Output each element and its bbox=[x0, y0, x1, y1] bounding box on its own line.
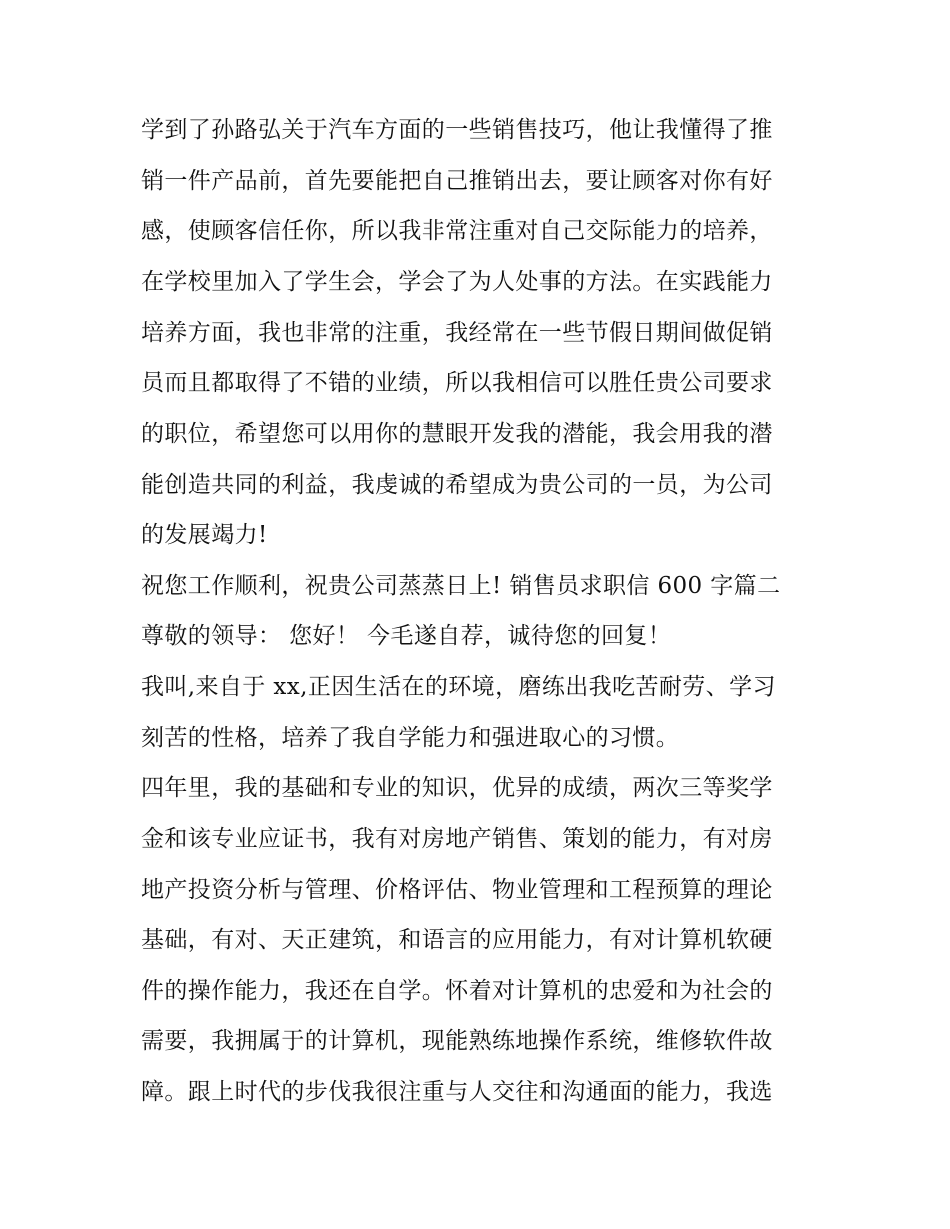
text-line: 祝您工作顺利，祝贵公司蒸蒸日上! 销售员求职信 600 字篇二 bbox=[141, 573, 781, 599]
text-line: 员而且都取得了不错的业绩，所以我相信可以胜任贵公司要求 bbox=[141, 370, 773, 396]
text-line: 刻苦的性格，培养了我自学能力和强进取心的习惯。 bbox=[141, 725, 680, 751]
text-line: 障。跟上时代的步伐我很注重与人交往和沟通面的能力，我选 bbox=[141, 1079, 773, 1105]
text-line: 感，使顾客信任你，所以我非常注重对自己交际能力的培养， bbox=[141, 218, 773, 244]
text-line: 基础，有对、天正建筑，和语言的应用能力，有对计算机软硬 bbox=[141, 927, 773, 953]
text-line: 学到了孙路弘关于汽车方面的一些销售技巧，他让我懂得了推 bbox=[141, 117, 773, 143]
text-line: 需要，我拥属于的计算机，现能熟练地操作系统，维修软件故 bbox=[141, 1028, 773, 1054]
text-line: 尊敬的领导： 您好！ 今毛遂自荐，诚待您的回复！ bbox=[141, 623, 672, 649]
text-line: 地产投资分析与管理、价格评估、物业管理和工程预算的理论 bbox=[141, 877, 773, 903]
text-line: 件的操作能力，我还在自学。怀着对计算机的忠爱和为社会的 bbox=[141, 978, 773, 1004]
text-line: 能创造共同的利益，我虔诚的希望成为贵公司的一员，为公司 bbox=[141, 472, 773, 498]
text-line: 培养方面，我也非常的注重，我经常在一些节假日期间做促销 bbox=[141, 320, 773, 346]
text-line: 的职位，希望您可以用你的慧眼开发我的潜能，我会用我的潜 bbox=[141, 421, 773, 447]
text-line: 的发展竭力! bbox=[141, 522, 268, 548]
text-line: 金和该专业应证书，我有对房地产销售、策划的能力，有对房 bbox=[141, 826, 773, 852]
text-line: 在学校里加入了学生会，学会了为人处事的方法。在实践能力 bbox=[141, 269, 773, 295]
text-line: 销一件产品前，首先要能把自己推销出去，要让顾客对你有好 bbox=[141, 168, 773, 194]
text-line: 我叫,来自于 xx,正因生活在的环境，磨练出我吃苦耐劳、学习 bbox=[141, 674, 776, 700]
text-line: 四年里，我的基础和专业的知识，优异的成绩，两次三等奖学 bbox=[141, 775, 773, 801]
